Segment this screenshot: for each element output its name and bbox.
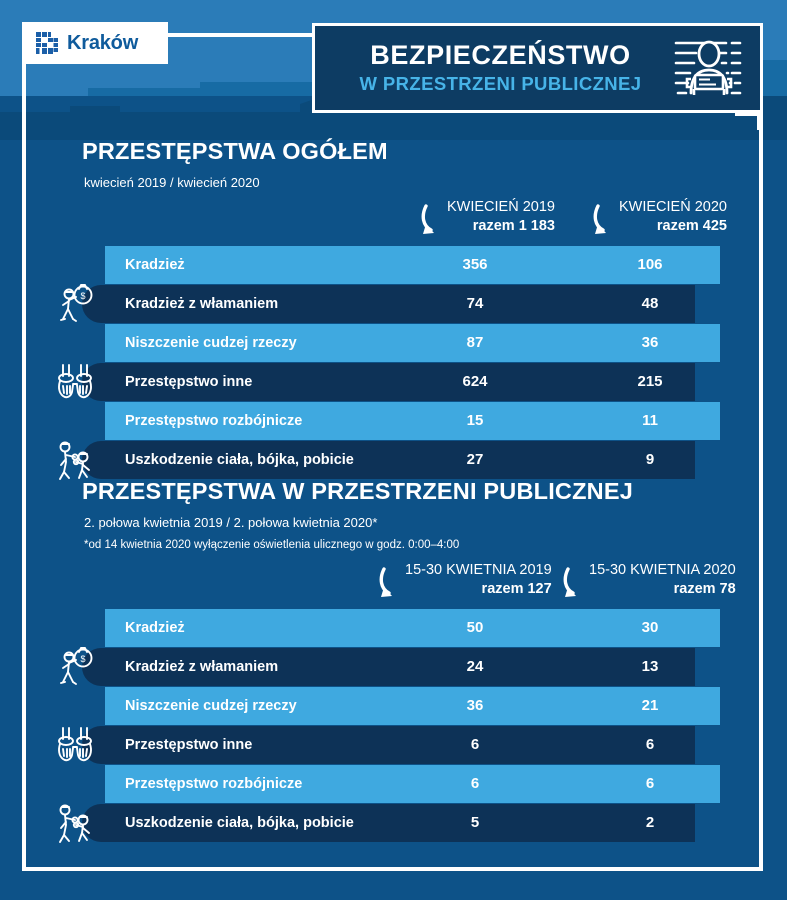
row-label: Przestępstwo inne: [125, 737, 253, 753]
row-label: Niszczenie cudzej rzeczy: [125, 698, 297, 714]
table-row[interactable]: [0, 402, 787, 440]
row-label: Kradzież z włamaniem: [125, 296, 279, 312]
burglar-with-money-bag-icon: [52, 281, 98, 327]
row-value-2020: 6: [645, 775, 655, 792]
handcuffed-hands-icon: [52, 722, 98, 768]
table-row[interactable]: [0, 285, 787, 323]
table-row[interactable]: [0, 804, 787, 842]
burglar-with-money-bag-icon: [52, 644, 98, 690]
header-title-block: [312, 23, 763, 113]
krakow-pixel-logo-icon: [36, 32, 58, 54]
fight-assault-icon: [52, 437, 98, 483]
table-row[interactable]: [0, 363, 787, 401]
mugshot-person-icon: [672, 37, 746, 99]
section-przestepstwa-w-przestrzeni-publicznej: [0, 478, 787, 843]
row-value-2020: 21: [641, 697, 659, 714]
row-value-2020: 30: [641, 619, 659, 636]
row-label: Kradzież: [125, 257, 185, 273]
section-2-title: PRZESTĘPSTWA W PRZESTRZENI PUBLICZNEJ: [82, 478, 633, 504]
row-value-2019: 5: [470, 814, 480, 831]
column-header-2020-total: razem 425: [656, 218, 727, 235]
row-value-2019: 27: [466, 451, 484, 468]
header-title-main: BEZPIECZEŃSTWO: [370, 40, 631, 71]
row-value-2020: 36: [641, 334, 659, 351]
title-block-tail: [735, 110, 763, 130]
header-title-sub: W PRZESTRZENI PUBLICZNEJ: [359, 73, 642, 95]
table-row[interactable]: [0, 246, 787, 284]
column-header-2019-period: 15-30 KWIETNIA 2019: [405, 562, 552, 578]
row-label: Kradzież: [125, 620, 185, 636]
section-przestepstwa-ogolem: [0, 138, 787, 480]
row-value-2020: 215: [637, 373, 663, 390]
table-row[interactable]: [0, 609, 787, 647]
row-value-2019: 24: [466, 658, 484, 675]
row-value-2019: 50: [466, 619, 484, 636]
krakow-logo-text: Kraków: [67, 31, 139, 54]
table-row[interactable]: [0, 441, 787, 479]
row-value-2020: 13: [641, 658, 659, 675]
column-header-2019-total: razem 1 183: [472, 218, 555, 235]
table-row[interactable]: [0, 324, 787, 362]
section-1-column-headers: [0, 200, 787, 246]
row-label: Uszkodzenie ciała, bójka, pobicie: [125, 452, 354, 468]
column-header-2020: [592, 200, 727, 238]
section-2-rows: [0, 609, 787, 842]
table-row[interactable]: [0, 765, 787, 803]
row-value-2019: 87: [466, 334, 484, 351]
row-value-2020: 11: [642, 412, 658, 429]
row-label: Przestępstwo inne: [125, 374, 253, 390]
handcuffed-hands-icon: [52, 359, 98, 405]
svg-text:$: $: [80, 291, 86, 301]
section-2-subtitle: 2. połowa kwietnia 2019 / 2. połowa kwietnia 2020*: [84, 515, 378, 530]
column-header-2019-period: KWIECIEŃ 2019: [447, 199, 555, 215]
row-value-2019: 356: [462, 256, 488, 273]
fight-assault-icon: [52, 800, 98, 846]
svg-text:$: $: [80, 654, 86, 664]
row-value-2019: 6: [470, 736, 480, 753]
row-label: Niszczenie cudzej rzeczy: [125, 335, 297, 351]
row-value-2020: 2: [645, 814, 655, 831]
row-label: Uszkodzenie ciała, bójka, pobicie: [125, 815, 354, 831]
row-value-2020: 6: [645, 736, 655, 753]
section-1-title: PRZESTĘPSTWA OGÓŁEM: [82, 138, 388, 164]
curved-arrow-down-right-icon: [378, 567, 402, 601]
table-row[interactable]: [0, 648, 787, 686]
column-header-2020: [562, 563, 736, 601]
section-1-rows: [0, 246, 787, 479]
table-row[interactable]: [0, 687, 787, 725]
column-header-2020-period: 15-30 KWIETNIA 2020: [589, 562, 736, 578]
row-value-2019: 74: [466, 295, 484, 312]
row-value-2020: 48: [641, 295, 659, 312]
column-header-2019: [378, 563, 552, 601]
row-label: Kradzież z włamaniem: [125, 659, 279, 675]
krakow-logo[interactable]: [22, 22, 168, 64]
curved-arrow-down-right-icon: [592, 204, 616, 238]
row-value-2019: 15: [466, 412, 484, 429]
section-2-column-headers: [0, 563, 787, 609]
row-label: Przestępstwo rozbójnicze: [125, 776, 303, 792]
section-1-subtitle: kwiecień 2019 / kwiecień 2020: [84, 175, 260, 190]
section-2-footnote: *od 14 kwietnia 2020 wyłączenie oświetlenia ulicznego w godz. 0:00–4:00: [84, 539, 460, 551]
row-value-2019: 624: [462, 373, 488, 390]
column-header-2019: [420, 200, 555, 238]
row-value-2019: 36: [466, 697, 484, 714]
curved-arrow-down-right-icon: [420, 204, 444, 238]
row-label: Przestępstwo rozbójnicze: [125, 413, 303, 429]
column-header-2019-total: razem 127: [481, 581, 552, 598]
row-value-2020: 106: [637, 256, 663, 273]
curved-arrow-down-right-icon: [562, 567, 586, 601]
column-header-2020-period: KWIECIEŃ 2020: [619, 199, 727, 215]
row-value-2019: 6: [470, 775, 480, 792]
column-header-2020-total: razem 78: [673, 581, 736, 598]
table-row[interactable]: [0, 726, 787, 764]
row-value-2020: 9: [645, 451, 655, 468]
